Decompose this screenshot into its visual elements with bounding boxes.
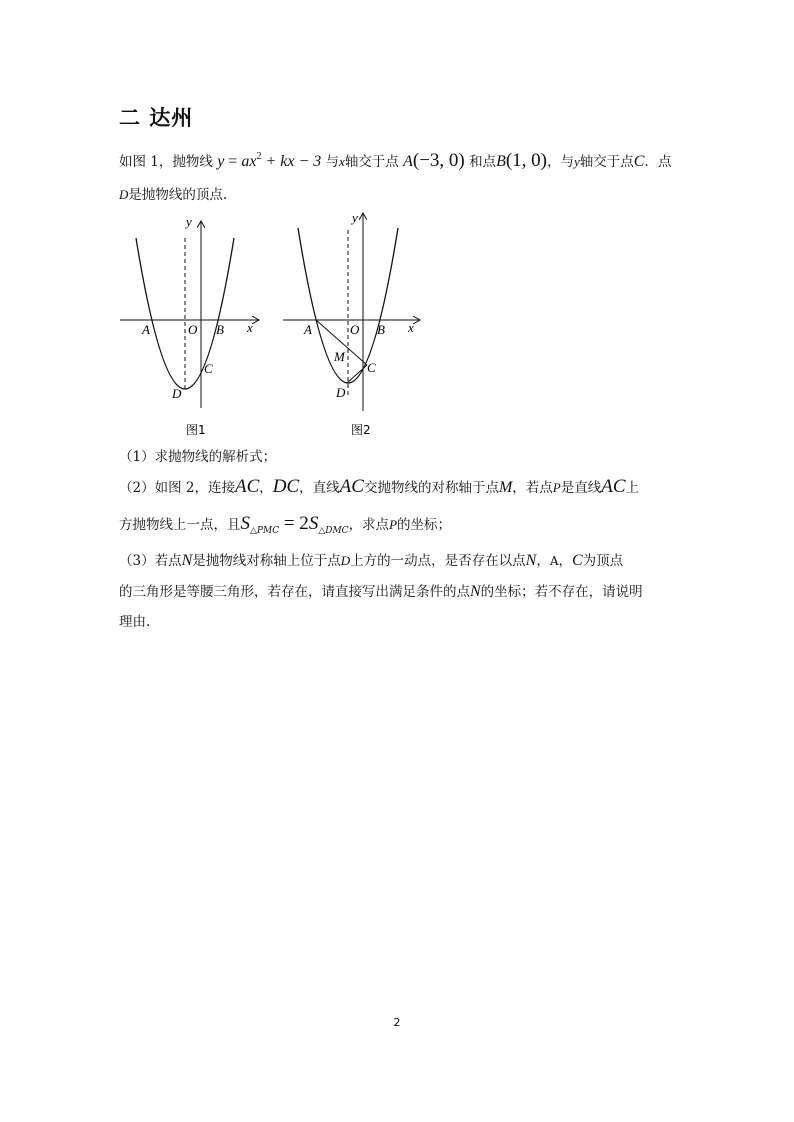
question-3-line-2: 的三角形是等腰三角形，若存在，请直接写出满足条件的点N的坐标；若不存在，请说明 xyxy=(119,583,643,600)
intro-line-1: 如图 1，抛物线 $y = ax^2$ + kx − 3 与x轴交于点 A(−3, 0) 和点B(1, 0)，与y轴交于点C．点 xyxy=(119,150,672,171)
fig1-label-D: D xyxy=(172,386,182,401)
fig1-label-x: x xyxy=(247,320,253,335)
fig1-label-C: C xyxy=(204,361,213,376)
fig1-label-y: y xyxy=(186,214,192,229)
fig1-label-O: O xyxy=(188,322,198,337)
fig2-label-O: O xyxy=(350,322,360,337)
fig2-label-D: D xyxy=(336,385,346,400)
section-heading: 二 达州 xyxy=(119,106,194,130)
fig2-label-y: y xyxy=(352,210,358,225)
question-3-line-3: 理由. xyxy=(119,614,151,630)
question-2-line-2: 方抛物线上一点，且$S_{\triangle PMC} = 2S_{\triangle DMC}$，求点P的坐标； xyxy=(119,513,452,536)
intro-line-2: D是抛物线的顶点. xyxy=(119,187,228,203)
fig2-label-C: C xyxy=(367,360,376,375)
figure-area xyxy=(0,208,794,438)
fig2-caption: 图2 xyxy=(351,423,371,437)
fig2-label-x: x xyxy=(408,320,414,335)
figure-2 xyxy=(283,210,419,437)
fig2-label-B: B xyxy=(377,322,385,337)
fig2-label-M: M xyxy=(334,349,345,364)
fig1-label-A: A xyxy=(142,322,150,337)
page-number: 2 xyxy=(393,1016,401,1029)
fig1-caption: 图1 xyxy=(186,423,206,437)
fig1-label-B: B xyxy=(216,322,224,337)
fig2-segment-DC xyxy=(347,365,367,383)
question-2-line-1: （2）如图 2，连接AC，DC，直线AC交抛物线的对称轴于点M，若点P是直线AC上 xyxy=(119,476,640,497)
question-3-line-1: （3）若点N是抛物线对称轴上位于点D上方的一动点，是否存在以点N，A，C为顶点 xyxy=(119,552,624,569)
question-1: （1）求抛物线的解析式； xyxy=(119,449,277,465)
fig2-label-A: A xyxy=(304,322,312,337)
figure-1 xyxy=(120,214,258,437)
